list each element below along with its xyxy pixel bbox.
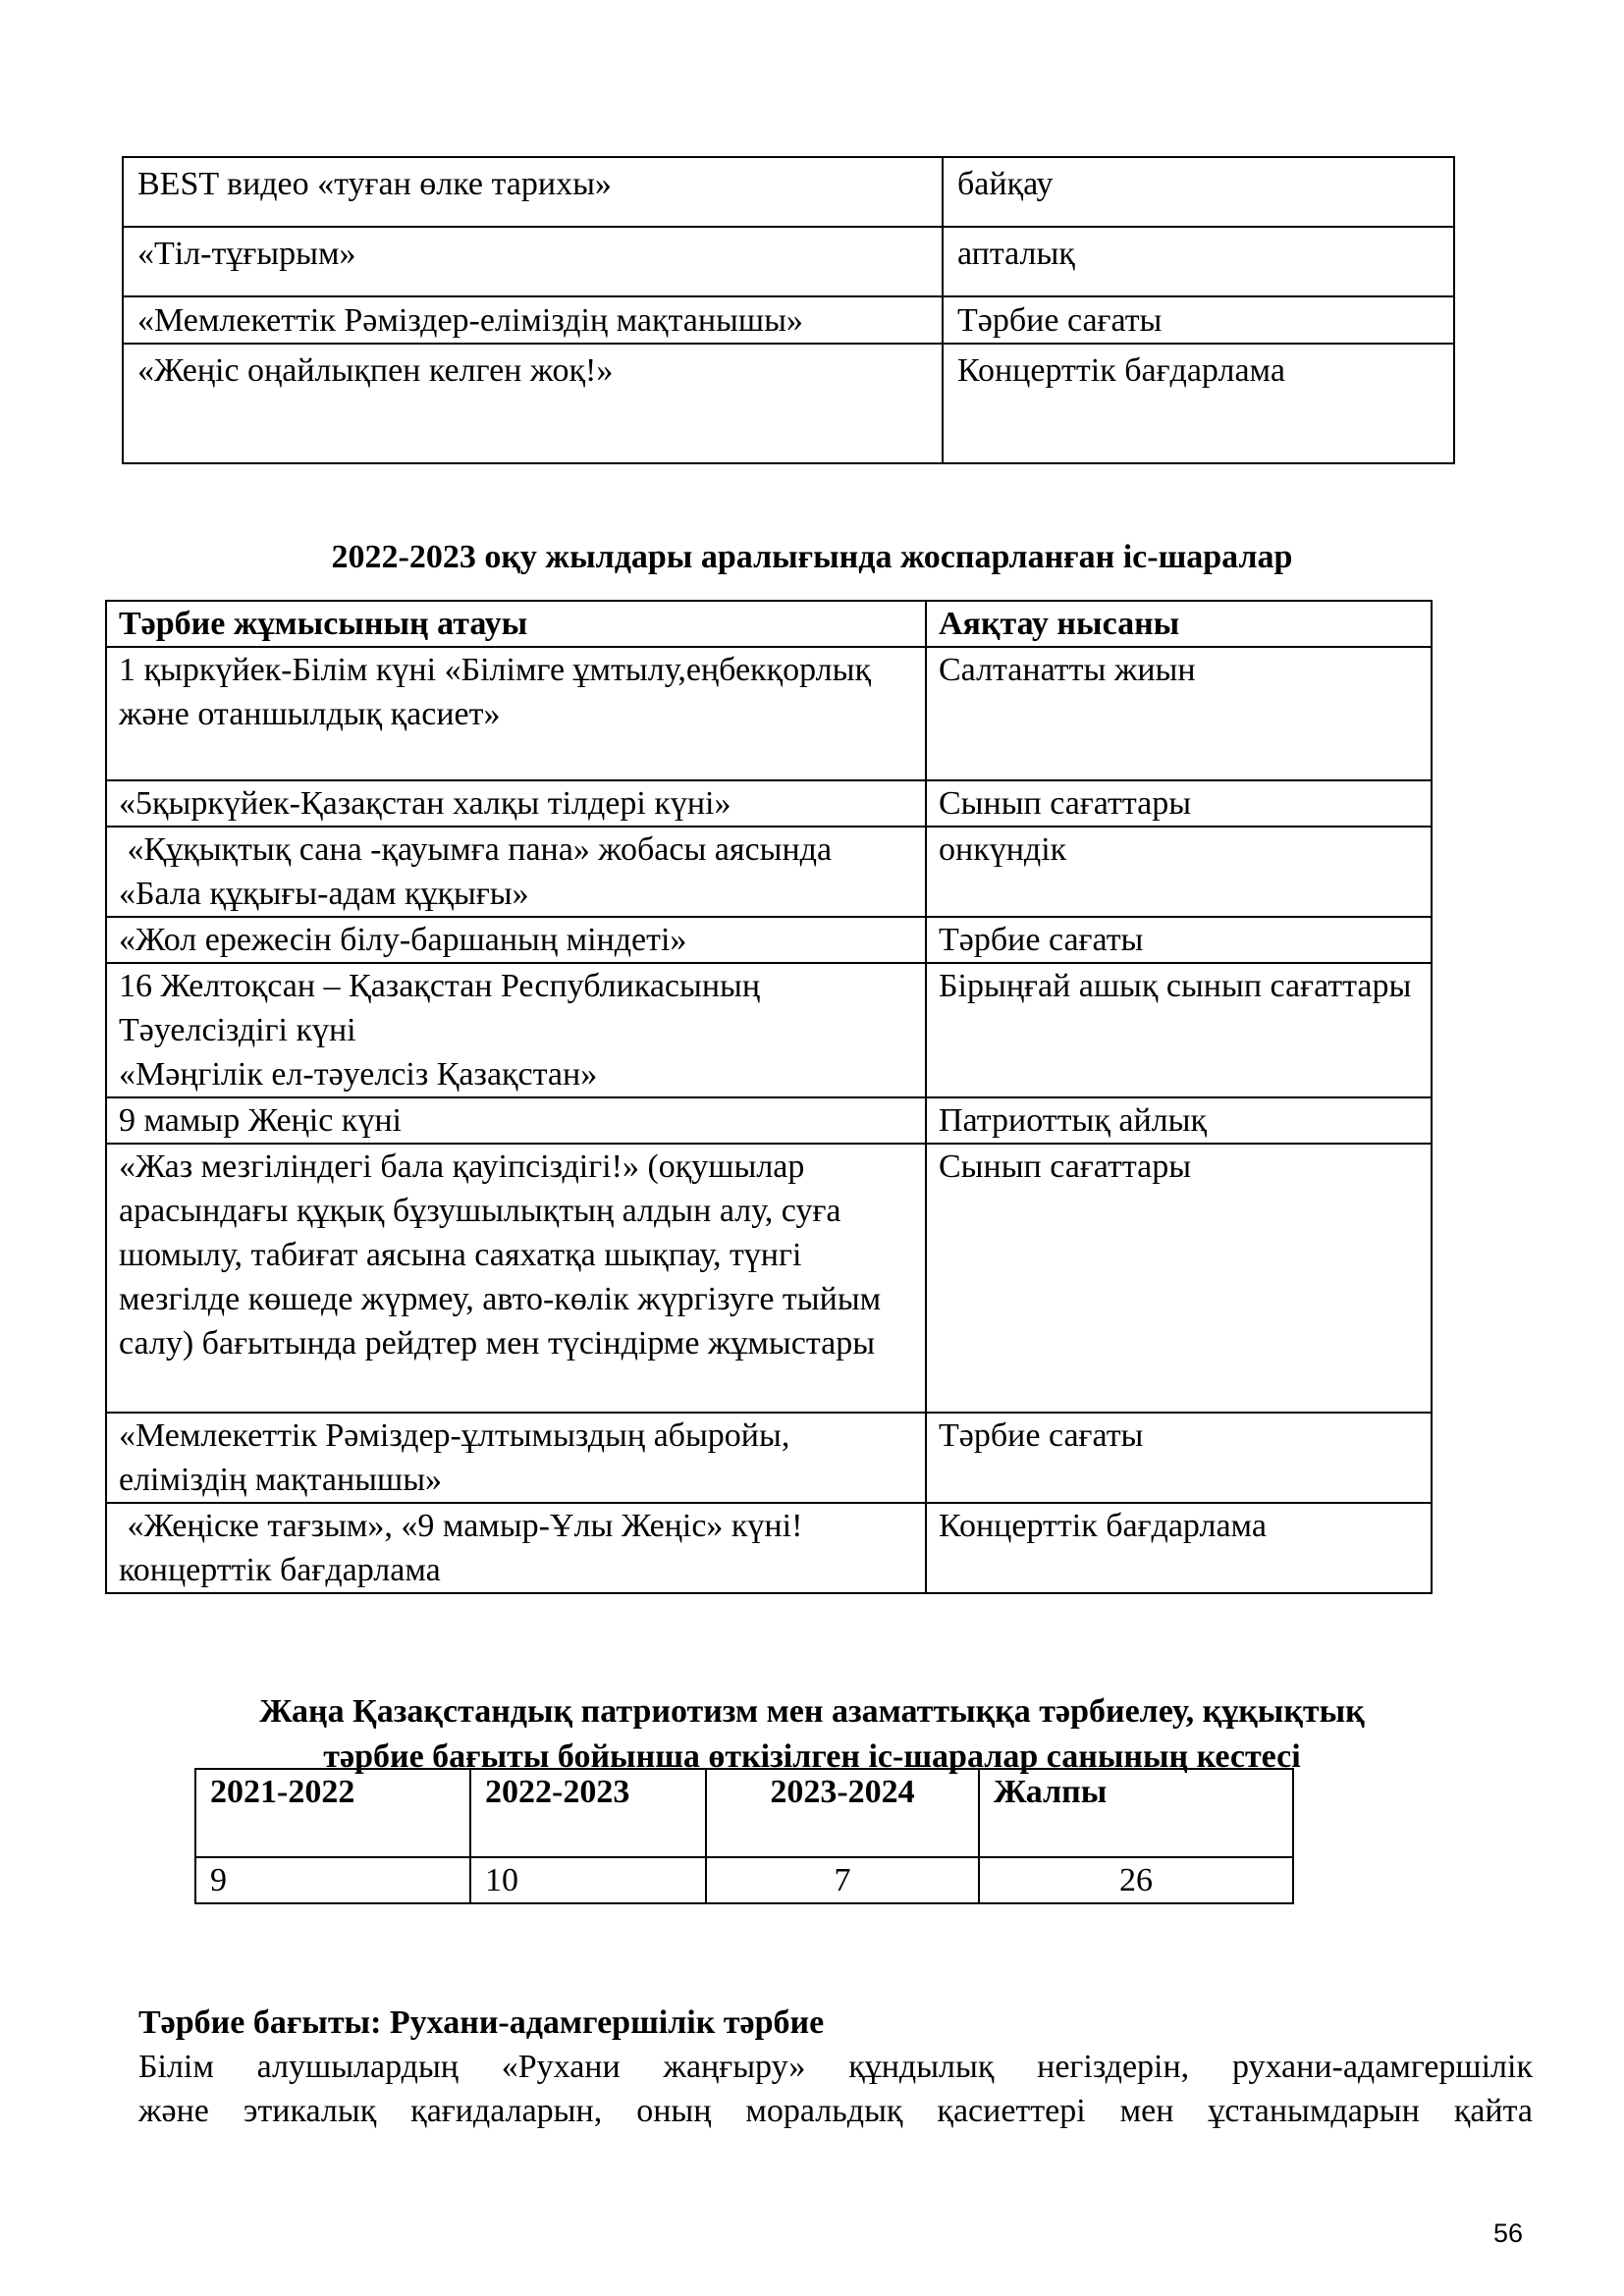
table-row [123, 227, 1454, 296]
table-row [106, 1503, 1432, 1593]
table-row [123, 157, 1454, 227]
table-row [106, 963, 1432, 1097]
value-cell: 9 [195, 1857, 470, 1903]
form-cell: Сынып сағаттары [926, 1144, 1432, 1413]
events-count-table [194, 1768, 1294, 1904]
event-cell: 9 мамыр Жеңіс күні [106, 1097, 926, 1144]
event-cell [106, 963, 926, 1097]
event-cell: BEST видео «туған өлке тарихы» [123, 157, 943, 227]
form-cell: Патриоттық айлық [926, 1097, 1432, 1144]
table-row [106, 1144, 1432, 1413]
table-row [106, 780, 1432, 827]
table-header-row [106, 601, 1432, 647]
section-body [138, 2001, 1533, 2133]
column-header: 2023-2024 [706, 1769, 979, 1857]
section-heading: 2022-2023 оқу жылдары аралығында жоспарланған іс-шаралар [331, 539, 1293, 575]
event-text-line2: «Мәңгілік ел-тәуелсіз Қазақстан» [119, 1056, 598, 1093]
event-cell: «Құқықтық сана -қауымға пана» жобасы аясында «Бала құқығы-адам құқығы» [106, 827, 926, 917]
column-header: 2021-2022 [195, 1769, 470, 1857]
form-cell: Концерттік бағдарлама [943, 344, 1454, 463]
event-cell: «Жеңіс оңайлықпен келген жоқ!» [123, 344, 943, 463]
form-cell: байқау [943, 157, 1454, 227]
form-cell: Тәрбие сағаты [943, 296, 1454, 344]
table-row [106, 647, 1432, 780]
paragraph-line: және этикалық қағидаларын, оның моральдық қасиеттері мен ұстанымдарын қайта [138, 2093, 1533, 2129]
heading-line: тәрбие бағыты бойынша өткізілген іс-шаралар санының кестесі [323, 1738, 1301, 1775]
form-cell: Тәрбие сағаты [926, 1413, 1432, 1503]
event-cell: 1 қыркүйек-Білім күні «Білімге ұмтылу,еңбекқорлық және отаншылдық қасиет» [106, 647, 926, 780]
page-number: 56 [1492, 2218, 1523, 2248]
event-cell: «Мемлекеттік Рәміздер-еліміздің мақтанышы» [123, 296, 943, 344]
value-cell: 10 [470, 1857, 706, 1903]
table-row [123, 344, 1454, 463]
value-cell: 7 [706, 1857, 979, 1903]
event-cell: «Тіл-тұғырым» [123, 227, 943, 296]
column-header: Тәрбие жұмысының атауы [106, 601, 926, 647]
table-row [106, 1413, 1432, 1503]
form-cell: Тәрбие сағаты [926, 917, 1432, 963]
events-table-top [122, 156, 1455, 464]
table-row [123, 296, 1454, 344]
table-row [195, 1857, 1293, 1903]
form-cell: Салтанатты жиын [926, 647, 1432, 780]
value-cell: 26 [979, 1857, 1293, 1903]
table-row [106, 827, 1432, 917]
planned-events-table [105, 600, 1433, 1594]
event-cell: «Жол ережесін білу-баршаның міндеті» [106, 917, 926, 963]
column-header: Жалпы [979, 1769, 1293, 1857]
event-cell: «Мемлекеттік Рәміздер-ұлтымыздың абыройы, еліміздің мақтанышы» [106, 1413, 926, 1503]
form-cell: онкүндік [926, 827, 1432, 917]
column-header: 2022-2023 [470, 1769, 706, 1857]
section-heading [98, 1689, 1526, 1780]
form-cell: Сынып сағаттары [926, 780, 1432, 827]
event-cell: «Жеңіске тағзым», «9 мамыр-Ұлы Жеңіс» күні! концерттік бағдарлама [106, 1503, 926, 1593]
table-row [106, 1097, 1432, 1144]
form-cell: апталық [943, 227, 1454, 296]
form-cell: Бірыңғай ашық сынып сағаттары [926, 963, 1432, 1097]
table-header-row [195, 1769, 1293, 1857]
table-row [106, 917, 1432, 963]
paragraph-line: Білім алушылардың «Рухани жаңғыру» құндылық негіздерін, рухани-адамгершілік [138, 2049, 1533, 2085]
form-cell: Концерттік бағдарлама [926, 1503, 1432, 1593]
event-cell: «5қыркүйек-Қазақстан халқы тілдері күні» [106, 780, 926, 827]
heading-line: Жаңа Қазақстандық патриотизм мен азаматтыққа тәрбиелеу, құқықтық [259, 1693, 1365, 1730]
event-cell: «Жаз мезгіліндегі бала қауіпсіздігі!» (оқушылар арасындағы құқық бұзушылықтың алдын алу, суға шомылу, табиғат аясына саяхатқа шықпау, түнгі мезгілде көшеде жүрмеу, авто-көлік жүргізуге тыйым салу) бағытында рейдтер мен түсіндірме жұмыстары [106, 1144, 926, 1413]
direction-label: Тәрбие бағыты: Рухани-адамгершілік тәрбие [138, 2004, 825, 2041]
column-header: Аяқтау нысаны [926, 601, 1432, 647]
event-text: 16 Желтоқсан – Қазақстан Республикасының Тәуелсіздігі күні [119, 968, 761, 1048]
